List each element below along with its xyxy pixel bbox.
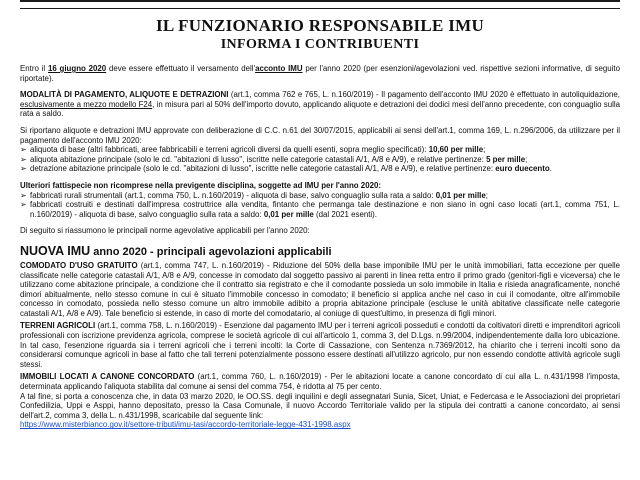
terreni-paragraph <box>20 321 620 369</box>
list-item <box>20 155 620 165</box>
item-value: 0,01 per mille <box>435 190 486 200</box>
immobili-text: (art.1, comma 760, L. n.160/2019) - Per le abitazioni locate a canone concordato di cui alla L. n.431/1998 l'imposta, determinata applicando l'aliquota stabilita dal comune ai sensi del comma 754, è ridotta al 75 per cento. <box>20 372 620 392</box>
intro-text: Entro il <box>20 64 48 73</box>
comodato-label: COMODATO D'USO GRATUITO <box>20 260 138 270</box>
comodato-paragraph <box>20 261 620 319</box>
item-value: 10,60 per mille <box>428 145 484 155</box>
ulteriori-heading: Ulteriori fattispecie non ricomprese nella previgente disciplina, soggette ad IMU per l'anno 2020: <box>20 180 381 190</box>
item-tail: (dal 2021 esenti). <box>313 209 377 219</box>
terreni-label: TERRENI AGRICOLI <box>20 321 96 331</box>
modalita-text: , in misura pari al 50% dell'importo dovuto, applicando aliquote e detrazioni dei dodici mesi dell'anno precedente, con conguaglio sulla rata a saldo. <box>20 99 620 119</box>
terreni-text: (art.1, comma 758, L. n.160/2019) - Esenzione dal pagamento IMU per i terreni agricoli posseduti e condotti da coltivatori diretti e imprenditori agricoli professionali con iscrizione previdenza agricola, comprese le società agricole di cui all'articolo 1, comma 3, del D.Lgs. n.99/2004, indipendentemente dalla loro ubicazione. In tal caso, l'esenzione riguarda sia i terreni agricoli che i terreni incolti: la Corte di Cassazione, con Sentenza n.7369/2012, ha chiarito che i terreni incolti sono da considerarsi comunque agricoli in base al fatto che tali terreni potenzialmente possono essere destinati all'utilizzo agricolo, pur non essendo condotte attività agricole sugli stessi. <box>20 321 621 369</box>
link-line <box>20 420 620 430</box>
bullet-icon: ➢ <box>20 154 27 164</box>
item-tail: ; <box>483 145 486 155</box>
deadline-date: 16 giugno 2020 <box>47 64 107 73</box>
bullet-icon: ➢ <box>20 145 27 155</box>
list-item <box>20 164 620 174</box>
modalita-heading: MODALITÀ DI PAGAMENTO, ALIQUOTE E DETRAZIONI <box>20 90 229 100</box>
immobili-paragraph <box>20 372 620 391</box>
item-value: euro duecento <box>495 164 550 174</box>
comodato-text: (art.1, comma 747, L. n.160/2019) - Riduzione del 50% della base imponibile IMU per le unità immobiliari, fatta eccezione per quelle classificate nelle categorie catastali A/1, A/8 e A/9, concesse in comodato dal soggetto passivo ai parenti in linea retta entro il primo grado (genitori-figli e viceversa) che le utilizzano come abitazione principale, a condizione che il contratto sia registrato e che il comodante possieda un solo immobile in Italia e risieda anagraficamente, nonché dimori abitualmente, nello stesso comune in cui è situato l'immobile concesso in comodato; il beneficio si applica anche nel caso in cui il comodante, oltre all'immobile concesso in comodato, possieda nello stesso comune un altro immobile adibito a propria abitazione principale (escluse le unità abitative classificate nelle categorie catastali A/1, A/8 e A/9). Tale beneficio si estende, in caso di morte del comodatario, al coniuge di quest'ultimo, in presenza di figli minori. <box>20 260 620 318</box>
aliquote-list <box>20 145 620 174</box>
modalita-paragraph <box>20 90 620 119</box>
immobili-label: IMMOBILI LOCATI A CANONE CONCORDATO <box>20 372 195 382</box>
riassunto-text: Di seguito si riassumono le principali norme agevolative applicabili per l'anno 2020: <box>20 226 310 236</box>
list-item <box>20 145 620 155</box>
intro-paragraph <box>20 64 620 83</box>
notice-body <box>20 64 620 430</box>
accordo-text: A tal fine, si porta a conoscenza che, in data 03 marzo 2020, le OO.SS. degli inquilini e degli assegnatari Sunia, Sicet, Uniat, e Federcasa e le Associazioni dei proprietari Confedilizia, Uppi e Asppi, hanno depositato, presso la Casa Comunale, il nuovo Accordo Territoriale valido per la stipula dei contratti a canone concordato, ai sensi dell'art.2, comma 3, della L. n.431/1998, scaricabile dal seguente link: <box>20 391 620 420</box>
accordo-link[interactable]: https://www.misterbianco.gov.it/settore-tributi/imu-tasi/accordo-territoriale-legge-431-1998.aspx <box>20 420 351 430</box>
item-text: aliquota abitazione principale (solo le cd. "abitazioni di lusso", iscritte nelle categorie catastali A/1, A/8 e A/9), e relative pertinenze: <box>30 154 487 164</box>
ulteriori-list <box>20 191 620 220</box>
page-title: IL FUNZIONARIO RESPONSABILE IMU <box>155 16 485 35</box>
bullet-icon: ➢ <box>20 190 27 200</box>
nuova-imu-subtitle: anno 2020 - principali agevolazioni applicabili <box>90 245 332 258</box>
item-text: fabbricati rurali strumentali (art.1, comma 750, L. n.160/2019) - aliquota di base, salvo conguaglio sulla rata a saldo: <box>30 190 436 200</box>
top-divider <box>20 0 620 9</box>
item-tail: . <box>549 164 552 174</box>
accordo-paragraph <box>20 392 620 421</box>
item-tail: ; <box>525 154 528 164</box>
nuova-imu-title: NUOVA IMU <box>20 243 91 258</box>
nuova-imu-heading <box>20 244 620 259</box>
bullet-icon: ➢ <box>20 200 27 210</box>
modalita-text: (art.1, comma 762 e 765, L. n.160/2019) - Il pagamento dell'acconto IMU 2020 è effettuato in autoliquidazione, <box>228 90 621 100</box>
list-item <box>20 200 620 219</box>
page-subtitle: INFORMA I CONTRIBUENTI <box>220 37 420 52</box>
aliquote-intro: Si riportano aliquote e detrazioni IMU approvate con deliberazione di C.C. n.61 del 30/07/2015, applicabili ai sensi dell'art.1, comma 169, L. n.296/2006, da utilizzare per il pagamento dell'acconto IMU 2020: <box>20 125 620 145</box>
acconto-imu: acconto IMU <box>255 64 303 73</box>
item-text: aliquota di base (altri fabbricati, aree fabbricabili e terreni agricoli diversi da quelli esenti, sopra meglio specificati): <box>30 145 429 155</box>
item-tail: ; <box>485 190 488 200</box>
item-value: 5 per mille <box>486 154 526 164</box>
list-item <box>20 191 620 201</box>
intro-text: deve essere effettuato il versamento dell' <box>106 64 256 73</box>
item-text: detrazione abitazione principale (solo le cd. "abitazioni di lusso", iscritte nelle categorie catastali A/1, A/8 e A/9), e relative pertinenze: <box>30 164 496 174</box>
bullet-icon: ➢ <box>20 164 27 174</box>
modalita-f24: esclusivamente a mezzo modello F24 <box>20 99 153 109</box>
item-text: fabbricati costruiti e destinati dall'impresa costruttrice alla vendita, fintanto che permanga tale destinazione e non siano in ogni caso locati (art.1, comma 751, L. n.160/2019) - aliquota di base, salvo conguaglio sulla rata a saldo: <box>30 200 620 219</box>
item-value: 0,01 per mille <box>263 209 314 219</box>
intro-text: per l'anno 2020 (per esenzioni/agevolazioni ved. rispettive sezioni informative, di seguito riportate). <box>20 64 620 83</box>
